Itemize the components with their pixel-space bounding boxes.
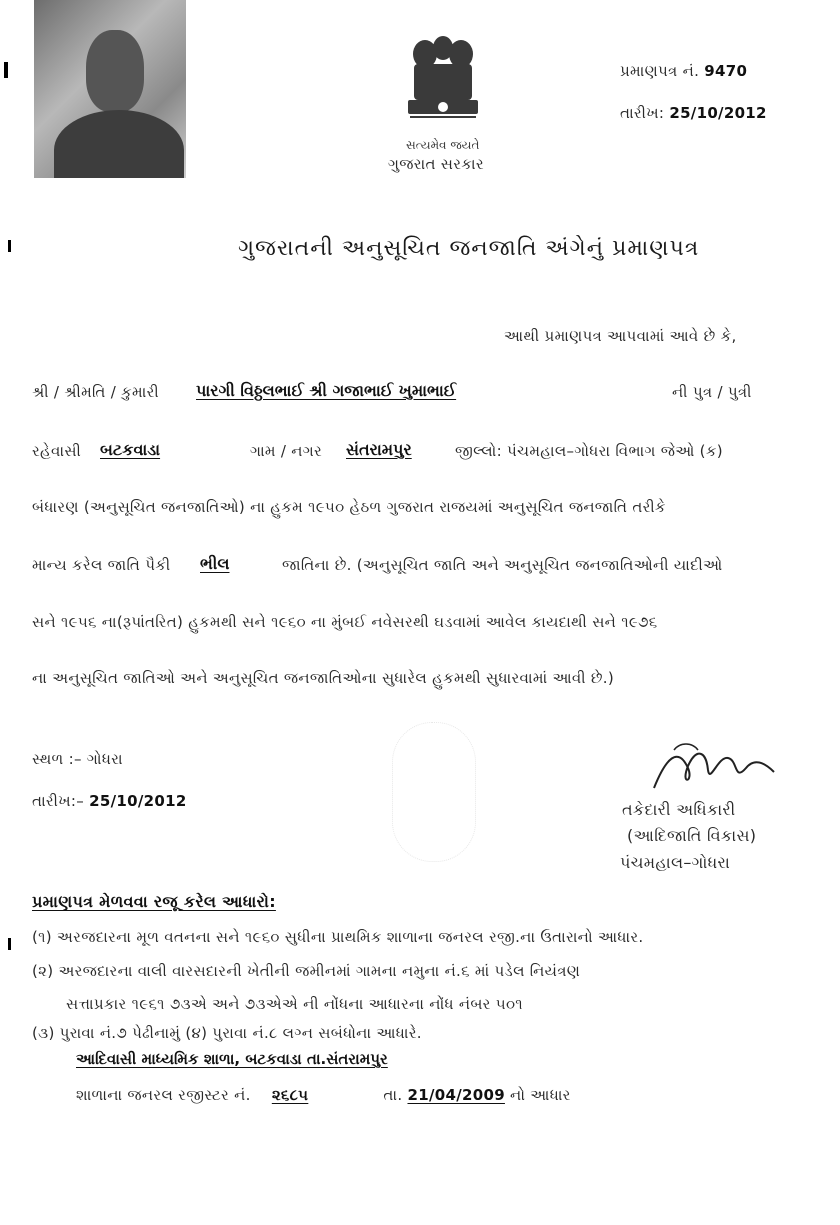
certificate-date-label: તારીખ:: [620, 104, 665, 122]
applicant-photo: [34, 0, 186, 178]
caste-suffix: જાતિના છે. (અનુસૂચિત જાતિ અને અનુસૂચિત જનજાતિઓની યાદીઓ: [282, 556, 723, 574]
edge-mark: [8, 938, 11, 950]
certificate-number-row: [620, 62, 747, 80]
resident-village: બટકવાડા: [100, 440, 161, 459]
officer-department: (આદિજાતિ વિકાસ): [627, 826, 757, 845]
district-text: જીલ્લો: પંચમહાલ–ગોધરા વિભાગ જેઓ (ક): [455, 442, 723, 460]
register-date: 21/04/2009: [407, 1086, 505, 1104]
applicant-name: પારગી વિઠ્ઠલભાઈ શ્રી ગજાભાઈ ખુમાભાઈ: [196, 381, 457, 400]
certificate-title: ગુજરાતની અનુસૂચિત જનજાતિ અંગેનું પ્રમાણપત્ર: [238, 236, 700, 261]
national-emblem-icon: [396, 28, 490, 144]
caste-prefix: માન્ય કરેલ જાતિ પૈકી: [32, 556, 171, 574]
document-item-1: (૧) અરજદારના મૂળ વતનના સને ૧૯૬૦ સુધીના પ્રાથમિક શાળાના જનરલ રજી.ના ઉતારાનો આધાર.: [32, 928, 644, 946]
officer-title: તકેદારી અધિકારી: [622, 800, 736, 819]
resident-label: રહેવાસી: [32, 442, 82, 460]
register-date-label: તા.: [383, 1086, 403, 1104]
register-row: [76, 1086, 571, 1104]
caste-name: ભીલ: [200, 554, 230, 573]
certificate-date: 25/10/2012: [669, 104, 767, 122]
emblem-government: ગુજરાત સરકાર: [388, 155, 484, 173]
faded-seal: [392, 722, 476, 862]
village-label: ગામ / નગર: [250, 442, 323, 460]
certificate-number-label: પ્રમાણપત્ર નં.: [620, 62, 700, 80]
certificate-intro: આથી પ્રમાણપત્ર આપવામાં આવે છે કે,: [504, 327, 737, 345]
edge-mark: [4, 62, 8, 78]
emblem-motto: સત્યમેવ જયતે: [406, 138, 480, 152]
school-name: આદિવાસી માધ્યમિક શાળા, બટકવાડા તા.સંતરામપુર: [76, 1050, 388, 1068]
place-row: [32, 750, 123, 768]
register-number: ૨૬૮૫: [271, 1086, 309, 1104]
issue-date-label: તારીખ:–: [32, 792, 85, 810]
issue-date-row: [32, 792, 187, 810]
register-label: શાળાના જનરલ રજીસ્ટર નં.: [76, 1086, 251, 1104]
salutation: શ્રી / શ્રીમતિ / કુમારી: [32, 383, 159, 401]
taluka-name: સંતરામપુર: [346, 440, 412, 459]
documents-heading: પ્રમાણપત્ર મેળવવા રજૂ કરેલ આધારો:: [32, 892, 276, 911]
issue-date: 25/10/2012: [89, 792, 187, 810]
body-line-acts: સને ૧૯૫૬ ના(રૂપાંતરિત) હુકમથી સને ૧૯૬૦ ના મુંબઈ નવેસરથી ઘડવામાં આવેલ કાયદાથી સને ૧૯૭૬: [32, 613, 658, 631]
document-item-2-continued: સત્તાપ્રકાર ૧૯૬૧ ૭૩એ અને ૭૩એએ ની નોંધના આધારના નોંધ નંબર ૫૦૧: [66, 995, 523, 1013]
place-label: સ્થળ :–: [32, 750, 82, 768]
relation-text: ની પુત્ર / પુત્રી: [672, 383, 752, 401]
document-item-2: (૨) અરજદારના વાલી વારસદારની ખેતીની જમીનમાં ગામના નમુના નં.૬ માં પડેલ નિયંત્રણ: [32, 962, 581, 980]
body-line-amendment: ના અનુસૂચિત જાતિઓ અને અનુસૂચિત જનજાતિઓના સુધારેલ હુકમથી સુધારવામાં આવી છે.): [32, 669, 614, 687]
certificate-date-row: [620, 104, 767, 122]
register-suffix: નો આધાર: [510, 1086, 571, 1104]
document-item-3: (૩) પુરાવા નં.૭ પેઢીનામું (૪) પુરાવા નં.૮ લગ્ન સબંધોના આધારે.: [32, 1024, 422, 1042]
certificate-number: 9470: [704, 62, 748, 80]
officer-location: પંચમહાલ–ગોધરા: [620, 853, 731, 872]
officer-signature: [648, 738, 780, 798]
body-line-constitution: બંધારણ (અનુસૂચિત જનજાતિઓ) ના હુકમ ૧૯૫૦ હેઠળ ગુજરાત રાજયમાં અનુસૂચિત જનજાતિ તરીકે: [32, 498, 666, 516]
edge-mark: [8, 240, 11, 252]
place-value: ગોધરા: [86, 750, 123, 768]
